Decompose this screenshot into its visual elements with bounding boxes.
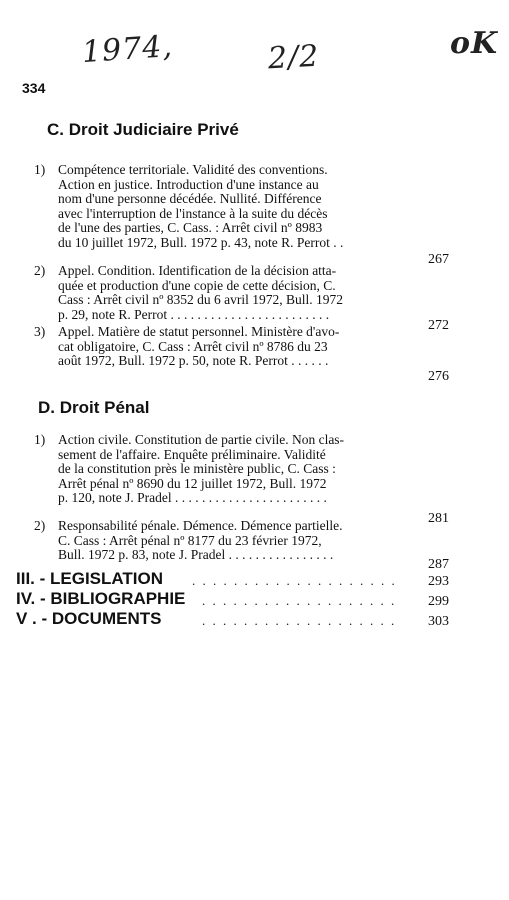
entry-line: de l'une des parties, C. Cass. : Arrêt civil nº 8983 (58, 220, 323, 236)
entry-line: nom d'une personne décédée. Nullité. Différence (58, 191, 322, 207)
entry-c2 (34, 264, 426, 322)
entry-page-number: 272 (428, 318, 449, 333)
entry-page-number: 287 (428, 557, 449, 572)
entry-line: août 1972, Bull. 1972 p. 50, note R. Perrot . . . . . . (58, 353, 329, 369)
entry-line: de la constitution près le ministère public, C. Cass : (58, 461, 336, 477)
entry-line: quée et production d'une copie de cette décision, C. (58, 277, 336, 293)
entry-line: Bull. 1972 p. 83, note J. Pradel . . . . . . . . . . . . . . . . (58, 547, 334, 563)
section-title-droit-penal: D. Droit Pénal (38, 398, 150, 417)
entry-line: Cass : Arrêt civil nº 8352 du 6 avril 1972, Bull. 1972 (58, 292, 344, 308)
entry-line: du 10 juillet 1972, Bull. 1972 p. 43, note R. Perrot . . (58, 234, 344, 250)
entry-line: Arrêt pénal nº 8690 du 12 juillet 1972, Bull. 1972 (58, 475, 327, 491)
entry-number: 3) (34, 324, 46, 339)
entry-c3 (34, 325, 426, 369)
handwritten-ok: oK (450, 26, 499, 61)
entry-page-number: 281 (428, 511, 449, 526)
toc-page-number: 299 (428, 594, 449, 609)
entry-d2 (34, 519, 426, 563)
entry-page-number: 267 (428, 252, 449, 267)
entry-line: Responsabilité pénale. Démence. Démence partielle. (58, 518, 343, 533)
toc-leader-dots: . . . . . . . . . . . . . . . . . . . . (192, 573, 397, 588)
entry-line: Action en justice. Introduction d'une instance au (58, 176, 319, 192)
toc-page-number: 293 (428, 574, 449, 589)
entry-number: 1) (34, 432, 46, 447)
handwritten-year: 1974, (80, 28, 175, 71)
toc-leader-dots: . . . . . . . . . . . . . . . . . . . (202, 593, 397, 608)
page-number: 334 (22, 80, 46, 96)
entry-number: 2) (34, 263, 46, 278)
entry-line: Appel. Matière de statut personnel. Ministère d'avo- (58, 324, 340, 339)
toc-page-number: 303 (428, 614, 449, 629)
section-title-droit-judiciaire-prive: C. Droit Judiciaire Privé (47, 120, 239, 139)
entry-line: avec l'interruption de l'instance à la suite du décès (58, 205, 328, 221)
entry-number: 1) (34, 162, 46, 177)
handwritten-fraction: 2/2 (267, 38, 321, 77)
entry-line: Action civile. Constitution de partie civile. Non clas- (58, 432, 345, 447)
toc-documents: V . - DOCUMENTS (16, 609, 162, 628)
entry-line: Appel. Condition. Identification de la décision atta- (58, 263, 337, 278)
entry-line: C. Cass : Arrêt pénal nº 8177 du 23 février 1972, (58, 532, 322, 548)
toc-bibliographie: IV. - BIBLIOGRAPHIE (16, 589, 186, 608)
entry-number: 2) (34, 518, 46, 533)
entry-line: Compétence territoriale. Validité des conventions. (58, 162, 328, 177)
entry-c1 (34, 163, 426, 251)
entry-line: cat obligatoire, C. Cass : Arrêt civil nº 8786 du 23 (58, 338, 328, 354)
entry-line: p. 29, note R. Perrot . . . . . . . . . . . . . . . . . . . . . . . . (58, 306, 330, 322)
entry-line: sement de l'affaire. Enquête préliminaire. Validité (58, 446, 326, 462)
entry-line: p. 120, note J. Pradel . . . . . . . . . . . . . . . . . . . . . . . (58, 490, 327, 506)
toc-leader-dots: . . . . . . . . . . . . . . . . . . . (202, 613, 397, 628)
entry-d1 (34, 433, 426, 506)
toc-legislation: III. - LEGISLATION (16, 569, 164, 588)
entry-page-number: 276 (428, 369, 449, 384)
